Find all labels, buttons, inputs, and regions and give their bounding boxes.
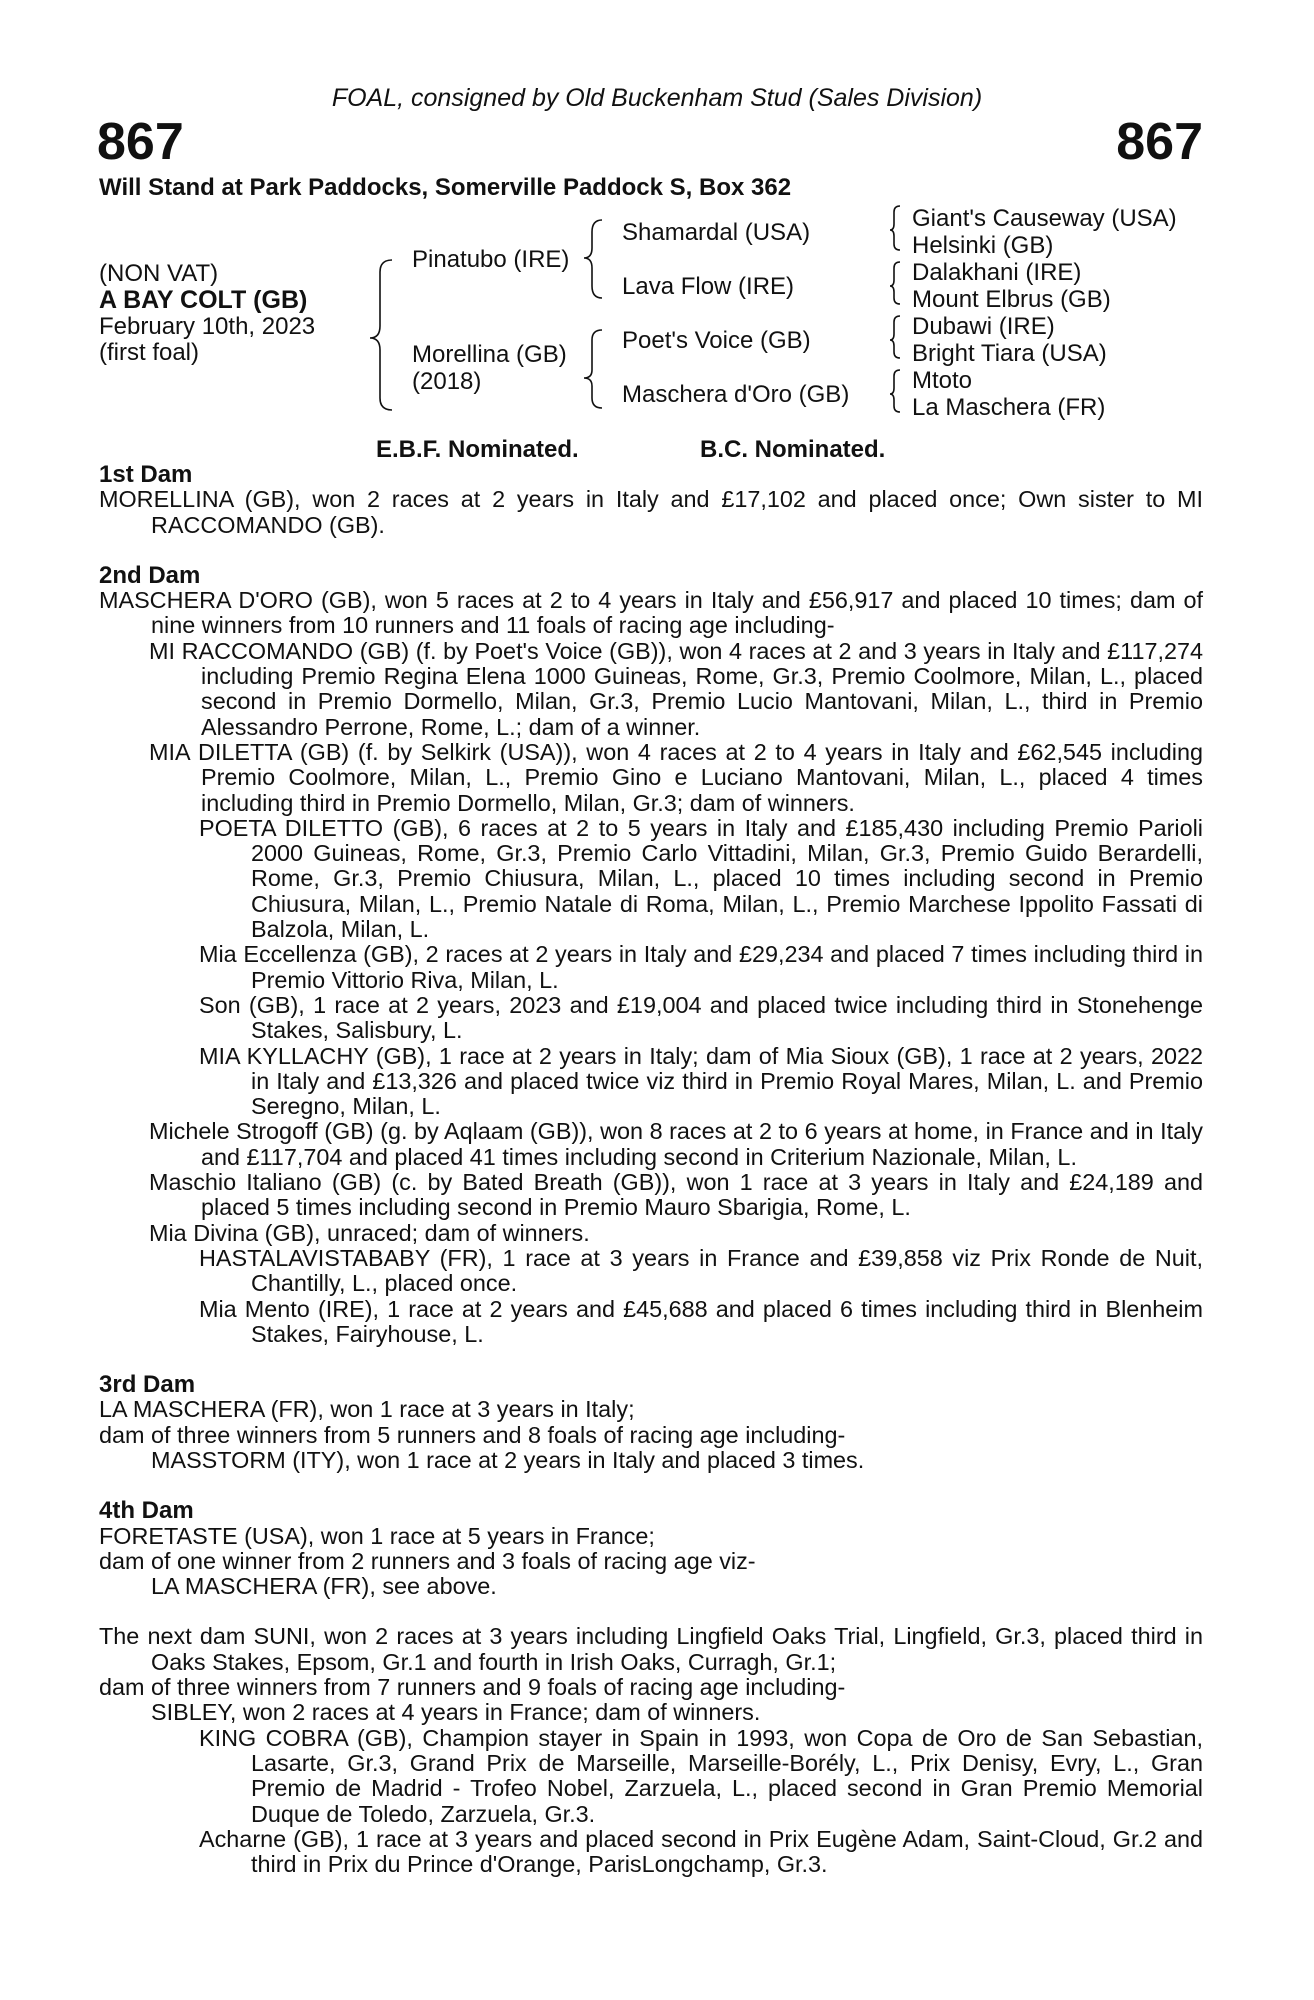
subject-dob: February 10th, 2023 — [99, 313, 316, 340]
pedigree-dam: Morellina (GB) — [412, 341, 567, 368]
consignment-line: FOAL, consigned by Old Buckenham Stud (Sales Division) — [331, 84, 983, 112]
lot-number-left: 867 — [97, 113, 184, 171]
pedigree-dsd: Bright Tiara (USA) — [912, 340, 1107, 367]
produce-entry: SIBLEY, won 2 races at 4 years in France; dam of winners. — [151, 1699, 761, 1726]
pedigree-dds: Mtoto — [912, 367, 973, 394]
produce-entry: Mia Mento (IRE), 1 race at 2 years and £45,688 and placed 6 times including third in Blenheim Stakes, Fairyhouse, L. — [199, 1295, 1203, 1347]
first-dam-entry: MORELLINA (GB), won 2 races at 2 years in Italy and £17,102 and placed once; Own sister to MI RACCOMANDO (GB). — [99, 486, 1203, 538]
bracket-dam — [584, 330, 602, 408]
pedigree-dss: Dubawi (IRE) — [912, 313, 1055, 340]
ebf-nomination: E.B.F. Nominated. — [376, 436, 579, 463]
next-dam-record: dam of three winners from 7 runners and 9 foals of racing age including- — [99, 1674, 846, 1701]
pedigree-sds: Dalakhani (IRE) — [912, 259, 1082, 286]
bracket-sire — [584, 220, 602, 298]
produce-entry: Maschio Italiano (GB) (c. by Bated Breath (GB)), won 1 race at 3 years in Italy and £24,189 and placed 5 times including second in Premio Mauro Sbarigia, Rome, L. — [149, 1169, 1203, 1221]
pedigree-sd: Lava Flow (IRE) — [622, 273, 795, 300]
first-dam-heading: 1st Dam — [99, 461, 193, 488]
produce-entry: Acharne (GB), 1 race at 3 years and placed second in Prix Eugène Adam, Saint-Cloud, Gr.2 and third in Prix du Prince d'Orange, ParisLongchamp, Gr.3. — [199, 1825, 1203, 1878]
pedigree-sdd: Mount Elbrus (GB) — [912, 286, 1111, 313]
fourth-dam-entry: FORETASTE (USA), won 1 race at 5 years in France; — [99, 1522, 655, 1549]
pedigree-ds: Poet's Voice (GB) — [622, 327, 811, 354]
subject-name: A BAY COLT (GB) — [99, 286, 308, 314]
produce-entry: LA MASCHERA (FR), see above. — [151, 1573, 497, 1600]
produce-entry: POETA DILETTO (GB), 6 races at 2 to 5 years in Italy and £185,430 including Premio Parioli 2000 Guineas, Rome, Gr.3, Premio Carlo Vittadini, Milan, Gr.3, Premio Guido Berardelli, Rome, Gr.3, Premio Chiusura, Milan, L., placed 10 times including second in Premio Chiusura, Milan, L., Premio Natale di Roma, Milan, L., Premio Marchese Ippolito Fassati di Balzola, Milan, L. — [199, 814, 1203, 943]
produce-entry: Mia Eccellenza (GB), 2 races at 2 years in Italy and £29,234 and placed 7 times including third in Premio Vittorio Riva, Milan, L. — [199, 941, 1203, 993]
produce-entry: KING COBRA (GB), Champion stayer in Spain in 1993, won Copa de Oro de San Sebastian, Lasarte, Gr.3, Grand Prix de Marseille, Marseille-Borély, L., Prix Denisy, Evry, L., Gran Premio de Madrid - Trofeo Nobel, Zarzuela, L., placed second in Gran Premio Memorial Duque de Toledo, Zarzuela, Gr.3. — [199, 1724, 1203, 1827]
fourth-dam-heading: 4th Dam — [99, 1497, 194, 1525]
pedigree-sss: Giant's Causeway (USA) — [912, 205, 1177, 232]
pedigree-ssd: Helsinki (GB) — [912, 232, 1054, 259]
third-dam-record: dam of three winners from 5 runners and 8 foals of racing age including- — [99, 1421, 846, 1448]
fourth-dam-record: dam of one winner from 2 runners and 3 foals of racing age viz- — [99, 1547, 756, 1574]
second-dam-entry: MASCHERA D'ORO (GB), won 5 races at 2 to 4 years in Italy and £56,917 and placed 10 times; dam of nine winners from 10 runners and 11 foals of racing age including- — [99, 587, 1203, 639]
produce-entry: MASSTORM (ITY), won 1 race at 2 years in Italy and placed 3 times. — [151, 1446, 865, 1473]
produce-entry: MIA KYLLACHY (GB), 1 race at 2 years in Italy; dam of Mia Sioux (GB), 1 race at 2 years, 2022 in Italy and £13,326 and placed twice viz third in Premio Royal Mares, Milan, L. and Premio Seregno, Milan, L. — [199, 1042, 1203, 1120]
third-dam-heading: 3rd Dam — [99, 1371, 196, 1399]
next-dam-entry: The next dam SUNI, won 2 races at 3 years including Lingfield Oaks Trial, Lingfield, Gr.3, placed third in Oaks Stakes, Epsom, Gr.1 and fourth in Irish Oaks, Curragh, Gr.1; — [99, 1623, 1203, 1675]
pedigree-dam-year: (2018) — [412, 368, 482, 395]
vat-status: (NON VAT) — [99, 260, 219, 287]
second-dam-heading: 2nd Dam — [99, 561, 201, 589]
third-dam-entry: LA MASCHERA (FR), won 1 race at 3 years in Italy; — [99, 1396, 635, 1423]
catalogue-body — [99, 462, 1203, 1877]
produce-entry: Mia Divina (GB), unraced; dam of winners. — [149, 1219, 590, 1246]
pedigree-ddd: La Maschera (FR) — [912, 394, 1106, 421]
produce-entry: Son (GB), 1 race at 2 years, 2023 and £19,004 and placed twice including third in Stonehenge Stakes, Salisbury, L. — [199, 991, 1203, 1044]
bracket-sd — [890, 262, 900, 304]
pedigree-dd: Maschera d'Oro (GB) — [622, 381, 850, 408]
pedigree-ss: Shamardal (USA) — [622, 219, 811, 246]
produce-entry: HASTALAVISTABABY (FR), 1 race at 3 years in France and £39,858 viz Prix Ronde de Nuit, Chantilly, L., placed once. — [199, 1244, 1203, 1297]
subject-note: (first foal) — [99, 339, 200, 366]
lot-number-right: 867 — [1116, 113, 1203, 171]
bracket-ss — [890, 206, 900, 250]
bracket-gen1 — [370, 260, 392, 410]
bc-nomination: B.C. Nominated. — [700, 436, 886, 463]
bracket-ds — [890, 316, 900, 358]
bracket-dd — [890, 370, 900, 412]
pedigree-sire: Pinatubo (IRE) — [412, 246, 570, 273]
stand-location: Will Stand at Park Paddocks, Somerville Paddock S, Box 362 — [99, 174, 792, 201]
produce-entry: Michele Strogoff (GB) (g. by Aqlaam (GB)), won 8 races at 2 to 6 years at home, in France and in Italy and £117,704 and placed 41 times including second in Criterium Nazionale, Milan, L. — [149, 1118, 1203, 1170]
produce-entry: MI RACCOMANDO (GB) (f. by Poet's Voice (GB)), won 4 races at 2 and 3 years in Italy and £117,274 including Premio Regina Elena 1000 Guineas, Rome, Gr.3, Premio Coolmore, Milan, L., placed second in Premio Dormello, Milan, Gr.3, Premio Lucio Mantovani, Milan, L., third in Premio Alessandro Perrone, Rome, L.; dam of a winner. — [149, 637, 1203, 740]
produce-entry: MIA DILETTA (GB) (f. by Selkirk (USA)), won 4 races at 2 to 4 years in Italy and £62,545 including Premio Coolmore, Milan, L., Premio Gino e Luciano Mantovani, Milan, L., placed 4 times including third in Premio Dormello, Milan, Gr.3; dam of winners. — [149, 738, 1203, 816]
